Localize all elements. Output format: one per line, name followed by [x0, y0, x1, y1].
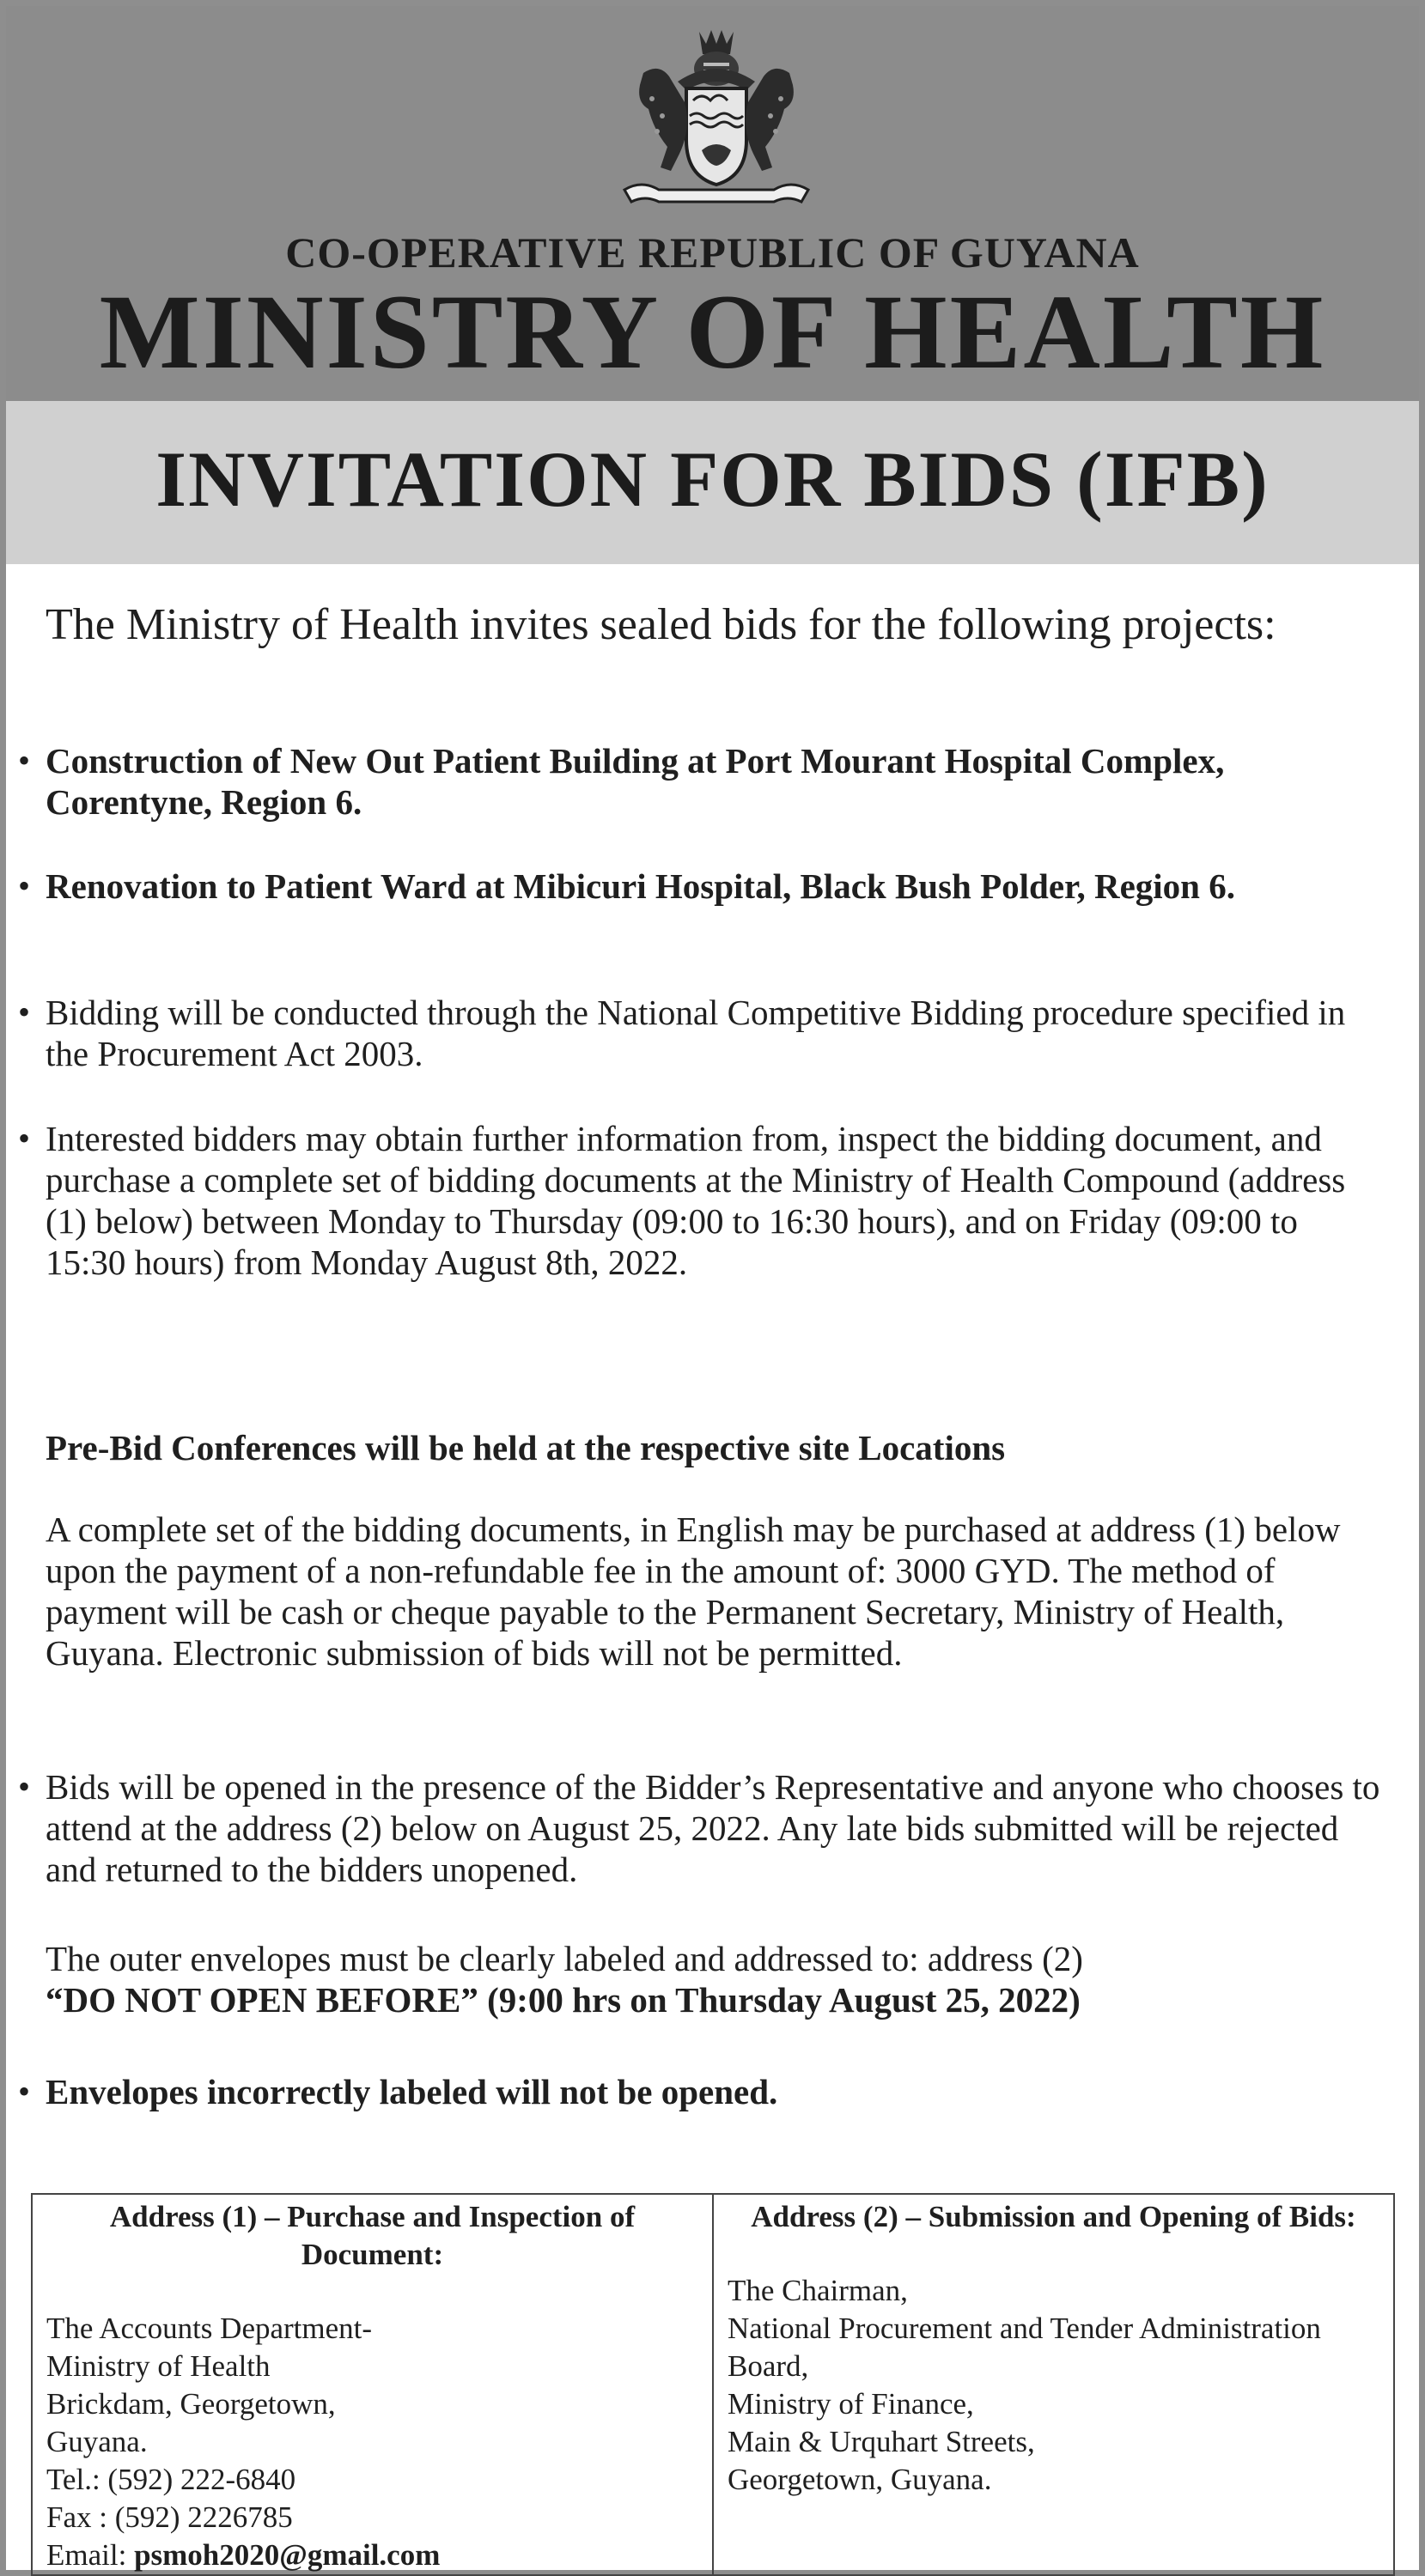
address-line: Ministry of Health: [46, 2349, 271, 2383]
address-line: The Accounts Department-: [46, 2312, 373, 2345]
ministry-name: MINISTRY OF HEALTH: [99, 273, 1326, 391]
envelope-instruction: The outer envelopes must be clearly labeled and addressed to: address (2): [46, 1939, 1083, 1978]
phone-number: Tel.: (592) 222-6840: [46, 2463, 296, 2496]
address-1-cell: [32, 2194, 713, 2575]
address-2-lines: [728, 2272, 1379, 2499]
coat-of-arms-icon: [618, 21, 815, 219]
address-1-lines: [46, 2310, 698, 2574]
bullet-icon: •: [18, 1767, 31, 1806]
notice-title: INVITATION FOR BIDS (IFB): [155, 435, 1270, 523]
address-1-heading: Address (1) – Purchase and Inspection of Document:: [109, 2200, 636, 2271]
email-line: [46, 2537, 698, 2574]
address-line: Brickdam, Georgetown,: [46, 2387, 336, 2421]
bullet-icon: •: [18, 741, 31, 780]
project-item: Renovation to Patient Ward at Mibicuri Hospital, Black Bush Polder, Region 6.: [46, 866, 1235, 906]
bid-opening-bullet: [18, 1766, 1384, 1890]
bidding-procedure-bullet: [18, 992, 1384, 1074]
bullet-icon: •: [18, 866, 31, 905]
bid-opening-text: Bids will be opened in the presence of the Bidder’s Representative and anyone who chooses to attend at the address (2) below on August 25, 2022. Any late bids submitted will be rejected and returned to the bidders unopened.: [46, 1767, 1380, 1889]
email-label: Email:: [46, 2538, 127, 2572]
address-2-heading: Address (2) – Submission and Opening of Bids:: [751, 2200, 1356, 2233]
address-line: National Procurement and Tender Administration: [728, 2312, 1321, 2345]
do-not-open-notice: “DO NOT OPEN BEFORE” (9:00 hrs on Thursday August 25, 2022): [46, 1980, 1081, 2020]
address-line: Main & Urquhart Streets,: [728, 2425, 1035, 2458]
email-address[interactable]: psmoh2020@gmail.com: [134, 2538, 441, 2572]
address-line: Georgetown, Guyana.: [728, 2463, 992, 2496]
documents-purchase-text: A complete set of the bidding documents, in English may be purchased at address (1) below upon the payment of a non-refundable fee in the amount of: 3000 GYD. The method of payment will be cash or cheque payable to the Permanent Secretary, Ministry of Health, Guyana. Electronic submission of bids will not be permitted.: [46, 1510, 1341, 1673]
bullet-icon: •: [18, 2072, 31, 2111]
country-name: CO-OPERATIVE REPUBLIC OF GUYANA: [285, 228, 1140, 276]
address-line: The Chairman,: [728, 2274, 908, 2307]
information-text: Interested bidders may obtain further information from, inspect the bidding document, and purchase a complete set of bidding documents at the Ministry of Health Compound (address (1) below) between Monday to Thursday (09:00 to 16:30 hours), and on Friday (09:00 to 15:30 hours) from Monday August 8th, 2022.: [46, 1119, 1346, 1282]
address-line: Ministry of Finance,: [728, 2387, 974, 2421]
address-2-cell: [713, 2194, 1394, 2575]
project-item: Construction of New Out Patient Building at Port Mourant Hospital Complex, Corentyne, Region 6.: [46, 741, 1225, 822]
information-bullet: [18, 1118, 1384, 1283]
fax-number: Fax : (592) 2226785: [46, 2500, 293, 2534]
intro-text: The Ministry of Health invites sealed bids for the following projects:: [46, 600, 1276, 649]
address-line: Guyana.: [46, 2425, 148, 2458]
address-table: [31, 2193, 1395, 2576]
bullet-icon: •: [18, 993, 31, 1031]
envelope-warning-text: Envelopes incorrectly labeled will not be opened.: [46, 2072, 778, 2111]
address-line: Board,: [728, 2349, 809, 2383]
project-bullet-2: [18, 866, 1384, 907]
bullet-icon: •: [18, 1119, 31, 1157]
bidding-procedure-text: Bidding will be conducted through the National Competitive Bidding procedure specified in the Procurement Act 2003.: [46, 993, 1346, 1073]
envelope-warning-bullet: [18, 2071, 1384, 2112]
header-band: [6, 6, 1419, 401]
project-bullet-1: [18, 740, 1384, 823]
pre-bid-heading: Pre-Bid Conferences will be held at the respective site Locations: [46, 1428, 1006, 1467]
